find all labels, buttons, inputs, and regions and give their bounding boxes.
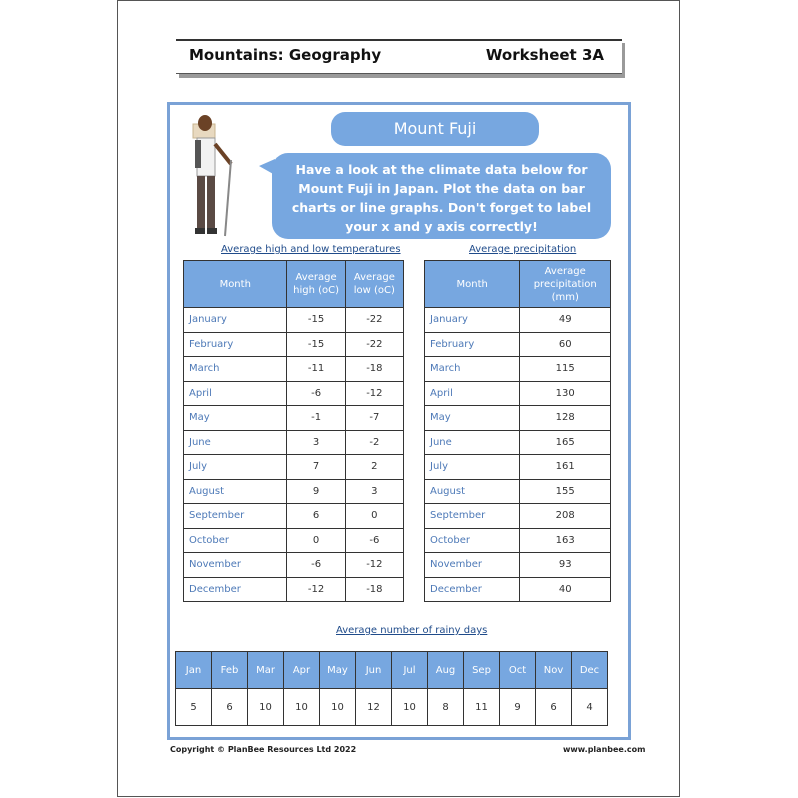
rainy-value-cell: 10 xyxy=(248,689,284,726)
value-cell: 9 xyxy=(287,479,345,504)
value-cell: 163 xyxy=(520,528,611,553)
month-cell: May xyxy=(184,406,287,431)
worksheet-header xyxy=(176,39,622,74)
table-row xyxy=(184,332,404,357)
worksheet-number: Worksheet 3A xyxy=(485,46,604,64)
rainy-value-cell: 9 xyxy=(500,689,536,726)
table-row xyxy=(184,528,404,553)
temps-header-high: Average high (oC) xyxy=(287,261,345,308)
value-cell: 161 xyxy=(520,455,611,480)
value-cell: 40 xyxy=(520,577,611,602)
value-cell: -15 xyxy=(287,332,345,357)
month-cell: March xyxy=(425,357,520,382)
value-cell: 115 xyxy=(520,357,611,382)
value-cell: 165 xyxy=(520,430,611,455)
month-cell: June xyxy=(425,430,520,455)
value-cell: 0 xyxy=(345,504,403,529)
value-cell: 7 xyxy=(287,455,345,480)
table-row xyxy=(184,577,404,602)
table-row xyxy=(425,308,611,333)
rainy-value-cell: 4 xyxy=(572,689,608,726)
table-row xyxy=(184,504,404,529)
table-row xyxy=(425,357,611,382)
rainy-month-header: Dec xyxy=(572,652,608,689)
month-cell: March xyxy=(184,357,287,382)
temps-header-low: Average low (oC) xyxy=(345,261,403,308)
month-cell: May xyxy=(425,406,520,431)
table-row xyxy=(184,430,404,455)
temperature-table xyxy=(183,260,404,602)
month-cell: August xyxy=(184,479,287,504)
value-cell: -6 xyxy=(287,553,345,578)
table-row xyxy=(425,504,611,529)
temps-caption: Average high and low temperatures xyxy=(221,244,401,255)
value-cell: 130 xyxy=(520,381,611,406)
temps-header-month: Month xyxy=(184,261,287,308)
month-cell: November xyxy=(184,553,287,578)
worksheet-title: Mountains: Geography xyxy=(189,46,382,64)
table-row xyxy=(425,455,611,480)
rainy-month-header: Jul xyxy=(392,652,428,689)
table-row xyxy=(184,479,404,504)
table-row xyxy=(425,577,611,602)
month-cell: December xyxy=(184,577,287,602)
value-cell: 3 xyxy=(345,479,403,504)
month-cell: February xyxy=(425,332,520,357)
value-cell: -18 xyxy=(345,577,403,602)
precipitation-table xyxy=(424,260,611,602)
table-row xyxy=(184,381,404,406)
value-cell: -12 xyxy=(345,553,403,578)
rainy-month-header: Feb xyxy=(212,652,248,689)
precip-header-value: Average precipitation (mm) xyxy=(520,261,611,308)
value-cell: 0 xyxy=(287,528,345,553)
month-cell: October xyxy=(184,528,287,553)
table-row xyxy=(425,553,611,578)
value-cell: 60 xyxy=(520,332,611,357)
rainy-month-header: Aug xyxy=(428,652,464,689)
month-cell: July xyxy=(184,455,287,480)
rainy-value-cell: 11 xyxy=(464,689,500,726)
month-cell: December xyxy=(425,577,520,602)
rainy-value-cell: 6 xyxy=(212,689,248,726)
month-cell: January xyxy=(184,308,287,333)
value-cell: -1 xyxy=(287,406,345,431)
rainy-month-header: Sep xyxy=(464,652,500,689)
month-cell: August xyxy=(425,479,520,504)
month-cell: April xyxy=(425,381,520,406)
value-cell: 49 xyxy=(520,308,611,333)
month-cell: September xyxy=(184,504,287,529)
rainy-value-cell: 12 xyxy=(356,689,392,726)
website-link[interactable]: www.planbee.com xyxy=(563,745,646,754)
table-row xyxy=(184,553,404,578)
rainy-month-header: May xyxy=(320,652,356,689)
value-cell: 128 xyxy=(520,406,611,431)
value-cell: 208 xyxy=(520,504,611,529)
rainy-month-header: Mar xyxy=(248,652,284,689)
table-row xyxy=(425,479,611,504)
rainy-month-header: Nov xyxy=(536,652,572,689)
value-cell: -6 xyxy=(287,381,345,406)
month-cell: October xyxy=(425,528,520,553)
month-cell: September xyxy=(425,504,520,529)
rainy-month-header: Oct xyxy=(500,652,536,689)
precip-caption: Average precipitation xyxy=(469,244,577,255)
table-row xyxy=(425,406,611,431)
value-cell: -2 xyxy=(345,430,403,455)
table-row xyxy=(425,381,611,406)
month-cell: January xyxy=(425,308,520,333)
table-row xyxy=(184,357,404,382)
value-cell: -11 xyxy=(287,357,345,382)
value-cell: -22 xyxy=(345,332,403,357)
rainy-value-cell: 10 xyxy=(392,689,428,726)
value-cell: 6 xyxy=(287,504,345,529)
value-cell: -15 xyxy=(287,308,345,333)
value-cell: 2 xyxy=(345,455,403,480)
month-cell: November xyxy=(425,553,520,578)
value-cell: 3 xyxy=(287,430,345,455)
rainy-value-cell: 10 xyxy=(284,689,320,726)
location-title: Mount Fuji xyxy=(331,112,539,146)
value-cell: 93 xyxy=(520,553,611,578)
value-cell: -7 xyxy=(345,406,403,431)
table-row xyxy=(425,430,611,455)
month-cell: July xyxy=(425,455,520,480)
rainy-month-header: Jan xyxy=(176,652,212,689)
table-row xyxy=(425,332,611,357)
month-cell: June xyxy=(184,430,287,455)
value-cell: -22 xyxy=(345,308,403,333)
rainy-caption: Average number of rainy days xyxy=(336,625,488,636)
table-row xyxy=(184,455,404,480)
table-row xyxy=(184,308,404,333)
value-cell: -6 xyxy=(345,528,403,553)
value-cell: -18 xyxy=(345,357,403,382)
rainy-days-table xyxy=(175,651,608,726)
hiker-illustration xyxy=(183,110,241,242)
value-cell: 155 xyxy=(520,479,611,504)
rainy-month-header: Jun xyxy=(356,652,392,689)
rainy-value-cell: 8 xyxy=(428,689,464,726)
month-cell: April xyxy=(184,381,287,406)
rainy-month-header: Apr xyxy=(284,652,320,689)
precip-header-month: Month xyxy=(425,261,520,308)
copyright-text: Copyright © PlanBee Resources Ltd 2022 xyxy=(170,745,357,754)
instruction-bubble: Have a look at the climate data below for Mount Fuji in Japan. Plot the data on bar charts or line graphs. Don't forget to label your x and y axis correctly! xyxy=(272,153,611,239)
rainy-value-cell: 10 xyxy=(320,689,356,726)
table-row xyxy=(425,528,611,553)
value-cell: -12 xyxy=(287,577,345,602)
rainy-value-cell: 6 xyxy=(536,689,572,726)
rainy-value-cell: 5 xyxy=(176,689,212,726)
month-cell: February xyxy=(184,332,287,357)
value-cell: -12 xyxy=(345,381,403,406)
table-row xyxy=(184,406,404,431)
